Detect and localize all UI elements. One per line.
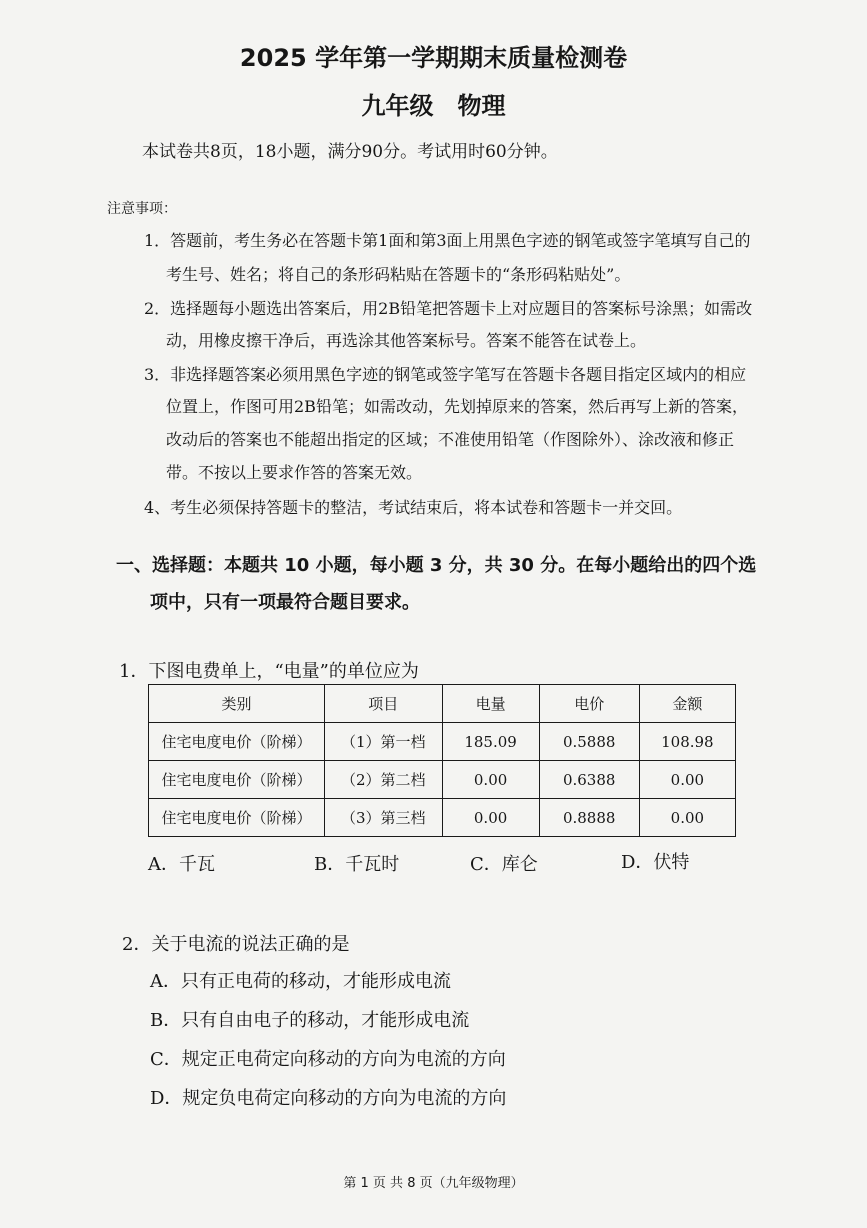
table-row [149, 799, 736, 837]
exam-title: 2025 学年第一学期期末质量检测卷 [239, 44, 628, 72]
question-2-stem: 2．关于电流的说法正确的是 [122, 934, 350, 955]
section-heading: 一、选择题：本题共 10 小题，每小题 3 分，共 30 分。在每小题给出的四个选 [116, 555, 757, 576]
table-cell: 0.00 [442, 761, 539, 799]
notice-heading: 注意事项： [107, 201, 177, 217]
notice-line: 3．非选择题答案必须用黑色字迹的钢笔或签字笔写在答题卡各题目指定区域内的相应 [144, 365, 747, 384]
table-cell: （1）第一档 [325, 723, 442, 761]
section-heading-cont: 项中，只有一项最符合题目要求。 [150, 592, 420, 613]
question-2-option-b: B．只有自由电子的移动，才能形成电流 [150, 1010, 470, 1031]
table-header-row [149, 685, 736, 723]
question-1-option-a: A．千瓦 [148, 854, 215, 875]
question-1-stem: 1．下图电费单上，“电量”的单位应为 [119, 661, 419, 682]
table-row [149, 761, 736, 799]
notice-line: 2．选择题每小题选出答案后，用2B铅笔把答题卡上对应题目的答案标号涂黑；如需改 [144, 299, 753, 318]
notice-line: 改动后的答案也不能超出指定的区域；不准使用铅笔（作图除外）、涂改液和修正 [166, 430, 735, 449]
notice-line: 考生号、姓名；将自己的条形码粘贴在答题卡的“条形码粘贴处”。 [166, 265, 631, 284]
notice-line: 动，用橡皮擦干净后，再选涂其他答案标号。答案不能答在试卷上。 [166, 331, 647, 350]
notice-line: 位置上，作图可用2B铅笔；如需改动，先划掉原来的答案，然后再写上新的答案， [166, 397, 748, 416]
column-header: 电价 [539, 685, 639, 723]
question-2-option-a: A．只有正电荷的移动，才能形成电流 [150, 971, 451, 992]
electricity-bill-table [148, 684, 736, 837]
question-1-option-c: C．库仑 [470, 854, 538, 875]
table-cell: （3）第三档 [325, 799, 442, 837]
column-header: 金额 [639, 685, 735, 723]
table-cell: 0.00 [639, 761, 735, 799]
table-cell: 0.5888 [539, 723, 639, 761]
notice-line: 4、考生必须保持答题卡的整洁，考试结束后，将本试卷和答题卡一并交回。 [144, 498, 683, 517]
table-cell: 住宅电度电价（阶梯） [149, 761, 325, 799]
question-2-option-c: C．规定正电荷定向移动的方向为电流的方向 [150, 1049, 506, 1070]
question-1-option-d: D．伏特 [621, 852, 690, 873]
exam-intro: 本试卷共8页，18小题，满分90分。考试用时60分钟。 [142, 142, 558, 162]
table-cell: 185.09 [442, 723, 539, 761]
table-cell: 住宅电度电价（阶梯） [149, 799, 325, 837]
column-header: 类别 [149, 685, 325, 723]
table-cell: 住宅电度电价（阶梯） [149, 723, 325, 761]
notice-line: 带。不按以上要求作答的答案无效。 [166, 463, 423, 482]
table-cell: （2）第二档 [325, 761, 442, 799]
exam-subtitle: 九年级 物理 [361, 92, 506, 120]
table-cell: 0.6388 [539, 761, 639, 799]
column-header: 项目 [325, 685, 442, 723]
table-cell: 0.00 [442, 799, 539, 837]
question-2-option-d: D．规定负电荷定向移动的方向为电流的方向 [150, 1088, 507, 1109]
question-1-option-b: B．千瓦时 [314, 854, 400, 875]
table-row [149, 723, 736, 761]
column-header: 电量 [442, 685, 539, 723]
table-cell: 108.98 [639, 723, 735, 761]
notice-line: 1．答题前，考生务必在答题卡第1面和第3面上用黑色字迹的钢笔或签字笔填写自己的 [144, 231, 751, 250]
page-footer: 第 1 页 共 8 页（九年级物理） [343, 1176, 524, 1191]
table-cell: 0.8888 [539, 799, 639, 837]
table-cell: 0.00 [639, 799, 735, 837]
